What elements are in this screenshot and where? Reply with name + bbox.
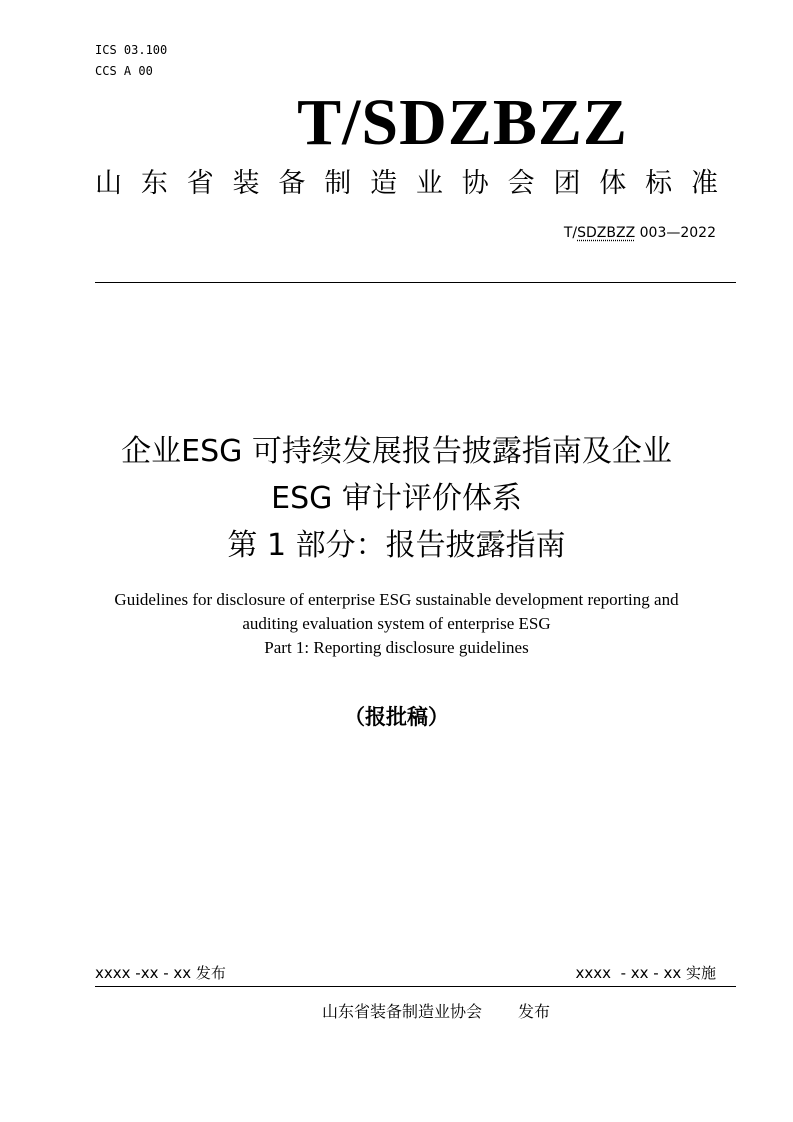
org-title-char: 造 [370,168,398,199]
standard-number-suffix: 003—2022 [635,225,716,241]
publisher-verb: 发布 [518,1002,551,1021]
org-title-char: 会 [507,168,535,199]
ics-code: ICS 03.100 [95,43,168,57]
header-divider [95,282,736,283]
english-title-line: Part 1: Reporting disclosure guidelines [264,638,529,657]
standard-number-code: SDZBZZ [577,225,636,241]
chinese-title-line: ESG 审计评价体系 [271,481,522,516]
footer-divider [95,986,736,987]
chinese-title-line: 企业ESG 可持续发展报告披露指南及企业 [121,434,672,469]
org-title-char: 制 [324,168,352,199]
draft-status: （报批稿） [344,705,449,729]
publisher-line [322,1000,550,1024]
english-title-line: Guidelines for disclosure of enterprise ESG sustainable development reporting and [114,590,679,609]
standard-number-prefix: T/ [563,225,578,241]
org-title-char: 标 [645,168,673,199]
issue-date: xxxx -xx - xx 发布 [95,964,226,982]
standard-number [564,223,716,243]
classification-codes [95,40,167,82]
org-title-char: 团 [553,168,581,199]
publisher-name: 山东省装备制造业协会 [322,1002,483,1021]
english-title-line: auditing evaluation system of enterprise ESG [242,614,551,633]
org-title-char: 准 [690,168,718,199]
chinese-title-line: 第 1 部分：报告披露指南 [227,528,566,563]
implementation-date: xxxx - xx - xx 实施 [575,964,716,982]
standard-logo-text: T/SDZBZZ [297,86,628,159]
english-title [60,588,733,660]
chinese-title [60,428,733,569]
org-title-char: 体 [599,168,627,199]
org-title-char: 装 [232,168,260,199]
organization-standard-title [95,164,718,204]
org-title-char: 协 [461,168,489,199]
org-title-char: 东 [140,168,168,199]
org-title-char: 山 [95,168,122,199]
org-title-char: 业 [415,168,443,199]
org-title-char: 省 [186,168,214,199]
org-title-char: 备 [278,168,306,199]
ccs-code: CCS A 00 [95,64,153,78]
